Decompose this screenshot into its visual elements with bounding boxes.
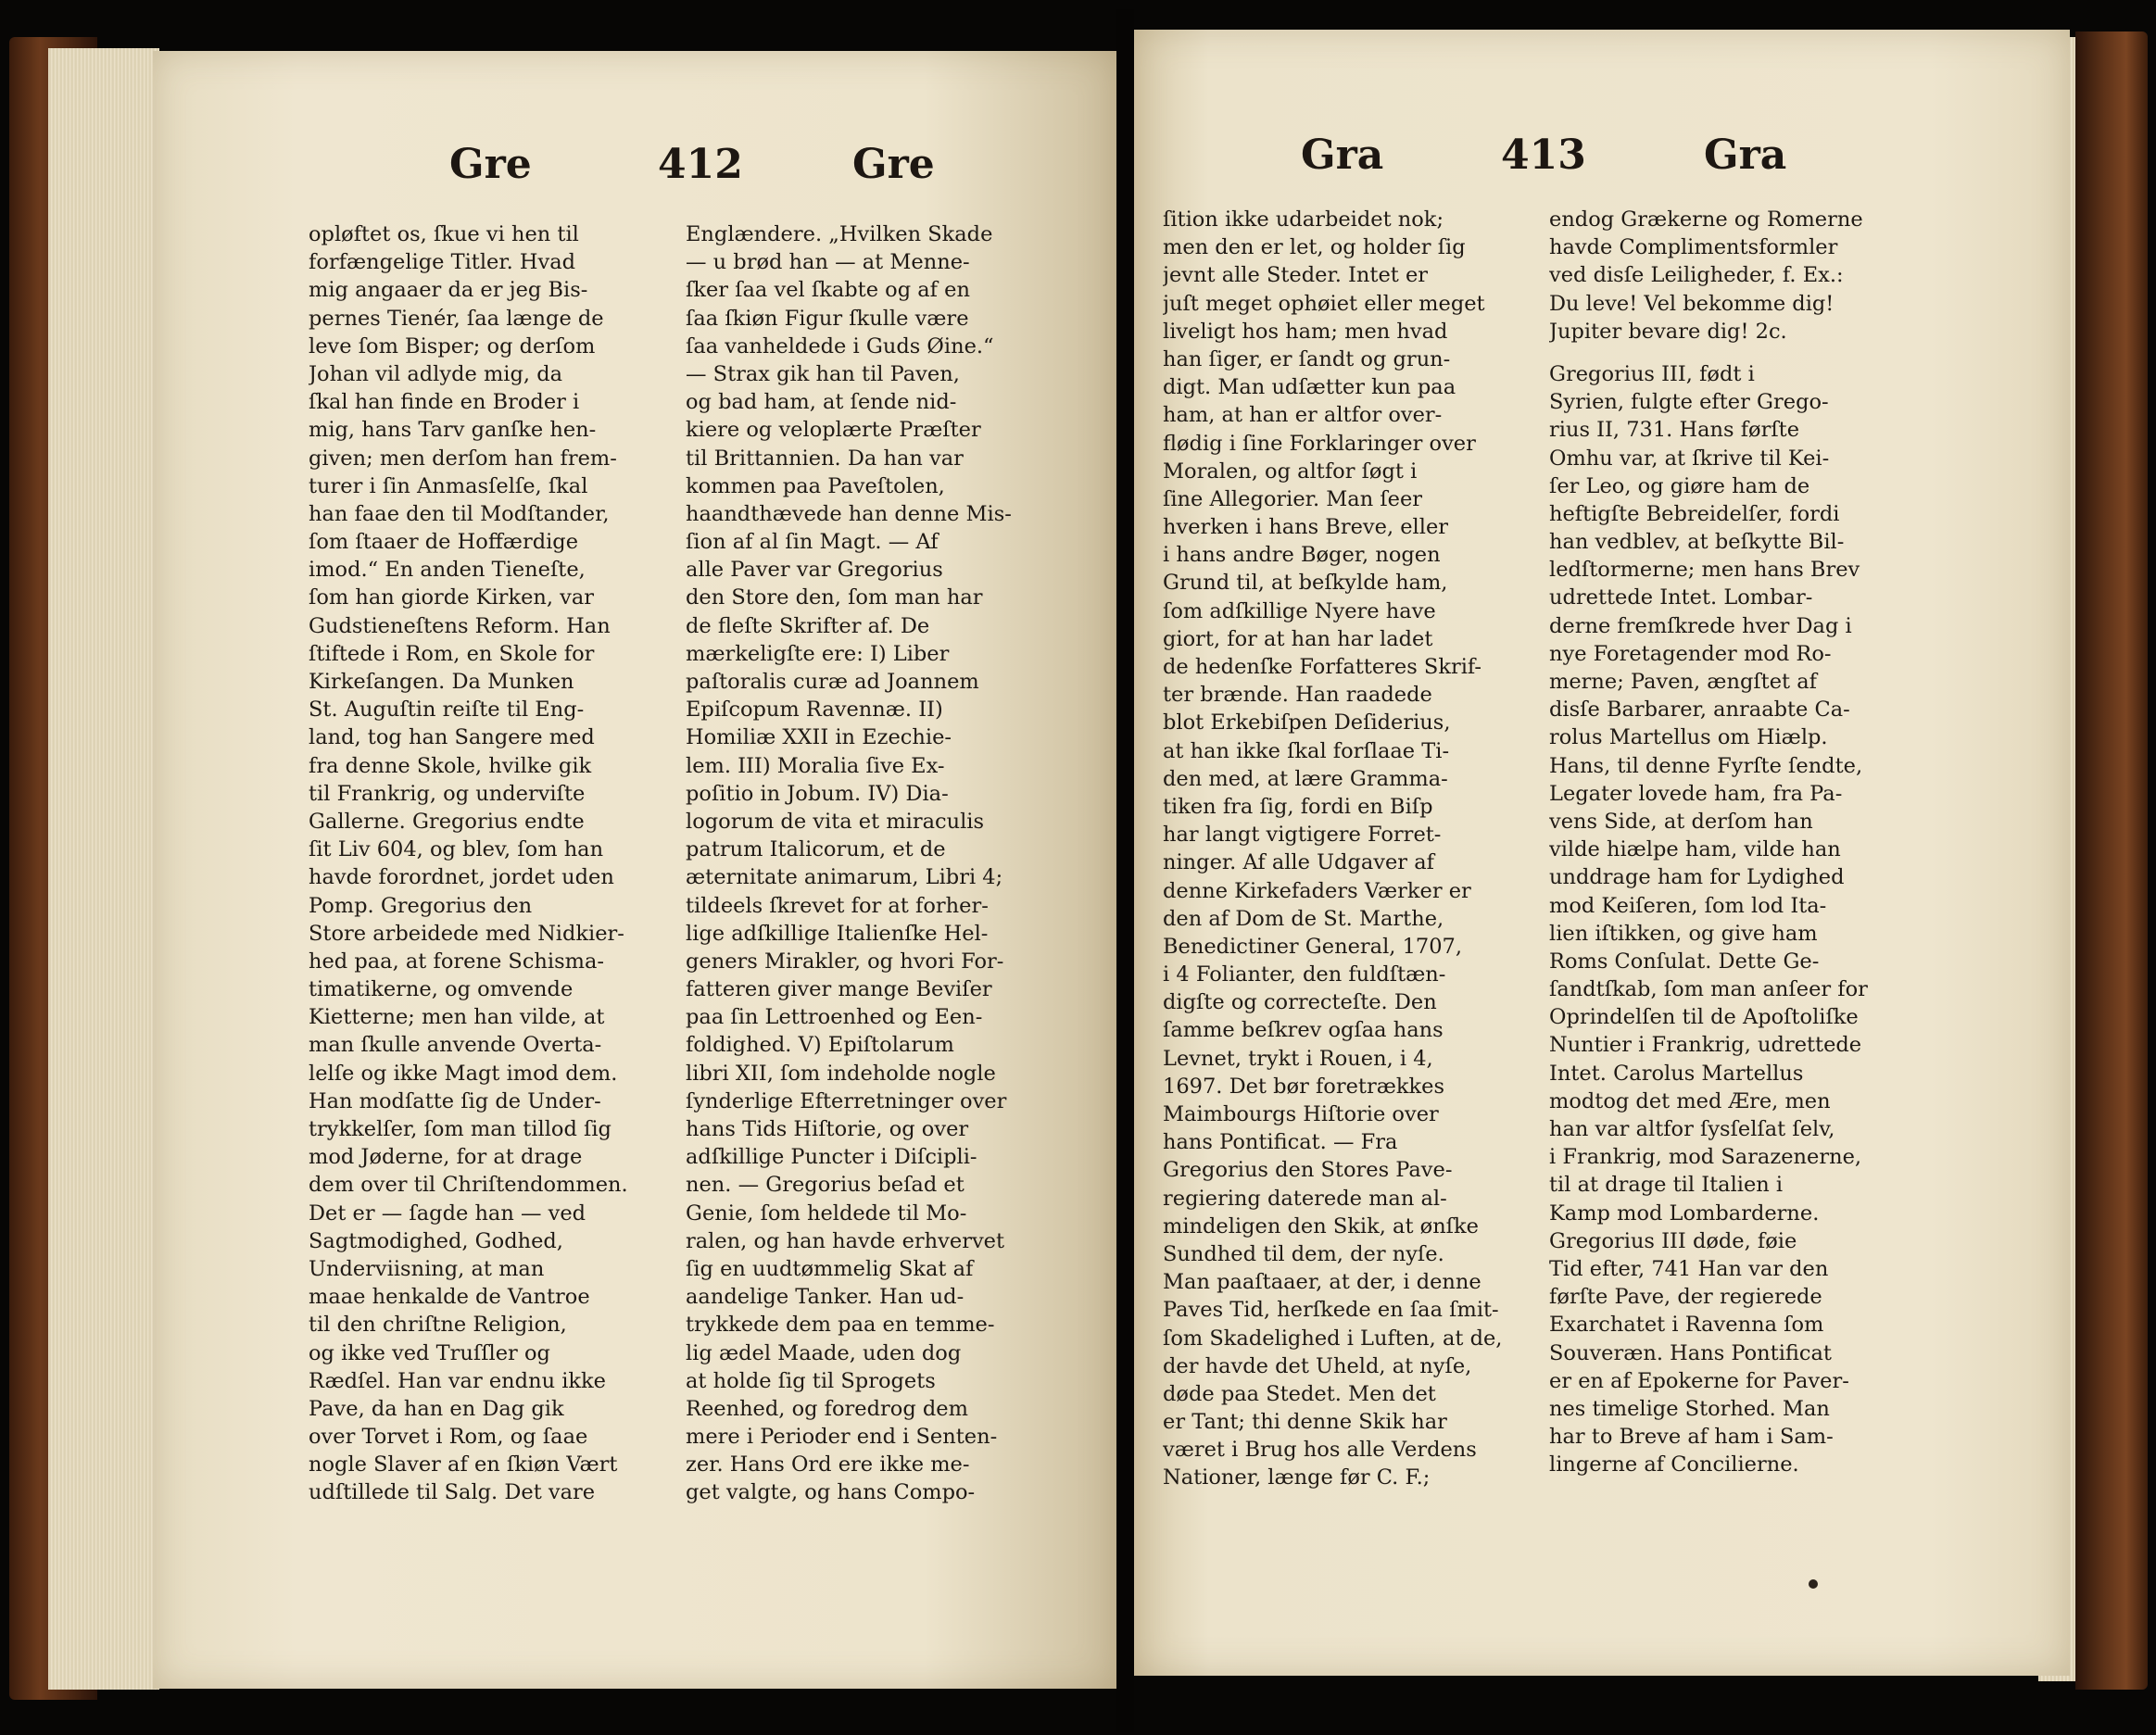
- text-line: været i Brug hos alle Verdens: [1163, 1438, 1477, 1463]
- text-line: Nuntier i Frankrig, udrettede: [1549, 1033, 1862, 1058]
- text-line: ralen, og han havde erhvervet: [686, 1228, 1005, 1253]
- text-line: zer. Hans Ord ere ikke me-: [686, 1452, 970, 1477]
- text-line: paa ſin Lettroenhed og Een-: [686, 1005, 983, 1030]
- text-line: han var altfor ſysſelſat ſelv,: [1549, 1117, 1835, 1141]
- text-line: fatteren giver mange Beviſer: [686, 977, 992, 1002]
- text-line: ſion af al ſin Magt. — Af: [686, 530, 939, 555]
- text-line: mig angaaer da er jeg Bis-: [309, 278, 588, 303]
- text-line: Moralen, og altfor ſøgt i: [1163, 459, 1418, 484]
- text-line: blot Erkebiſpen Deſiderius,: [1163, 710, 1451, 735]
- text-line: paſtoralis curæ ad Joannem: [686, 670, 979, 694]
- text-line: i hans andre Bøger, nogen: [1163, 543, 1441, 568]
- text-line: Syrien, fulgte efter Grego-: [1549, 390, 1829, 415]
- text-line: patrum Italicorum, et de: [686, 837, 946, 862]
- text-line: havde Complimentsformler: [1549, 235, 1838, 260]
- text-line: alle Paver var Gregorius: [686, 558, 943, 583]
- text-line: ſker ſaa vel ſkabte og af en: [686, 278, 970, 303]
- text-line: er en af Epokerne for Paver-: [1549, 1368, 1849, 1393]
- text-line: get valgte, og hans Compo-: [686, 1480, 976, 1505]
- text-line: ſaa vanheldede i Guds Øine.“: [686, 333, 994, 358]
- text-line: Levnet, trykt i Rouen, i 4,: [1163, 1046, 1433, 1071]
- text-line: men den er let, og holder ſig: [1163, 235, 1466, 260]
- text-line: ſkal han finde en Broder i: [309, 390, 580, 415]
- text-line: giort, for at han har ladet: [1163, 626, 1433, 651]
- text-line: tildeels ſkrevet for at forher-: [686, 893, 989, 918]
- text-line: ved disſe Leiligheder, f. Ex.:: [1549, 263, 1844, 288]
- text-line: udrettede Intet. Lombar-: [1549, 585, 1813, 610]
- text-line: og bad ham, at ſende nid-: [686, 390, 957, 415]
- text-line: ham, at han er altfor over-: [1163, 403, 1443, 428]
- text-line: de fleſte Skrifter af. De: [686, 613, 930, 638]
- text-line: kommen paa Paveſtolen,: [686, 473, 945, 498]
- text-line: Genie, ſom heldede til Mo-: [686, 1201, 967, 1226]
- text-line: ſom han giorde Kirken, var: [309, 585, 595, 610]
- text-line: rolus Martellus om Hiælp.: [1549, 725, 1828, 750]
- text-line: ſamme beſkrev ogſaa hans: [1163, 1018, 1444, 1043]
- text-line: dem over til Chriſtendommen.: [309, 1173, 628, 1198]
- text-line: Roms Conſulat. Dette Ge-: [1549, 949, 1820, 974]
- text-line: Souveræn. Hans Pontificat: [1549, 1340, 1832, 1365]
- text-line: de hedenſke Forfatteres Skrif-: [1163, 655, 1482, 679]
- text-line: til den chriſtne Religion,: [309, 1313, 567, 1338]
- text-line: mod Keiſeren, ſom lod Ita-: [1549, 893, 1827, 918]
- text-line: leve ſom Bisper; og derſom: [309, 333, 596, 358]
- text-line: ninger. Af alle Udgaver af: [1163, 850, 1434, 875]
- text-line: han ſiger, er ſandt og grun-: [1163, 346, 1451, 371]
- text-line: denne Kirkefaders Værker er: [1163, 878, 1471, 903]
- text-line: at holde ſig til Sprogets: [686, 1368, 936, 1393]
- text-line: Gregorius III døde, føie: [1549, 1228, 1797, 1253]
- text-line: Nationer, længe før C. F.;: [1163, 1465, 1431, 1490]
- text-line: ſom Skadelighed i Luften, at de,: [1163, 1326, 1503, 1351]
- text-line: Intet. Carolus Martellus: [1549, 1061, 1804, 1086]
- text-line: Legater lovede ham, fra Pa-: [1549, 781, 1843, 806]
- text-line: mere i Perioder end i Senten-: [686, 1425, 998, 1450]
- text-line: har langt vigtigere Forret-: [1163, 823, 1442, 848]
- text-line: modtog det med Ære, men: [1549, 1088, 1831, 1113]
- text-line: trykkelſer, ſom man tillod ſig: [309, 1117, 611, 1141]
- text-line: ſom ſtaaer de Hoffærdige: [309, 530, 579, 555]
- text-line: Epiſcopum Ravennæ. II): [686, 698, 943, 723]
- text-line: adſkillige Puncter i Diſcipli-: [686, 1145, 977, 1170]
- text-line: ſig en uudtømmelig Skat af: [686, 1256, 974, 1281]
- text-line: unddrage ham for Lydighed: [1549, 865, 1845, 890]
- text-line: Homiliæ XXII in Ezechie-: [686, 725, 952, 750]
- text-line: libri XII, ſom indeholde nogle: [686, 1061, 996, 1086]
- text-line: — Strax gik han til Paven,: [686, 361, 960, 386]
- text-line: døde paa Stedet. Men det: [1163, 1381, 1436, 1406]
- text-line: ter brænde. Han raadede: [1163, 683, 1432, 708]
- text-line: har to Breve af ham i Sam-: [1549, 1425, 1834, 1450]
- text-line: Gallerne. Gregorius endte: [309, 809, 585, 834]
- article-end-gregorius-i: [1549, 206, 1910, 346]
- text-line: til Brittannien. Da han var: [686, 446, 964, 471]
- text-line: Gudstieneſtens Reform. Han: [309, 613, 611, 638]
- text-line: Sundhed til dem, der nyſe.: [1163, 1241, 1444, 1266]
- text-line: aandelige Tanker. Han ud-: [686, 1285, 965, 1310]
- text-line: flødig i ſine Forklaringer over: [1163, 431, 1476, 456]
- text-line: Oprindelſen til de Apoſtoliſke: [1549, 1005, 1859, 1030]
- text-line: man ſkulle anvende Overta-: [309, 1033, 602, 1058]
- text-line: nen. — Gregorius beſad et: [686, 1173, 965, 1198]
- page-edges-left: [48, 48, 159, 1690]
- text-line: derne fremſkrede hver Dag i: [1549, 613, 1852, 638]
- left-header-guide-word: Gre: [449, 141, 532, 188]
- text-line: Englændere. „Hvilken Skade: [686, 222, 993, 246]
- text-line: den Store den, ſom man har: [686, 585, 983, 610]
- text-line: Jupiter bevare dig! 2c.: [1549, 319, 1787, 344]
- book-gutter: [1116, 9, 1134, 1732]
- text-line: lig ædel Maade, uden dog: [686, 1340, 962, 1365]
- text-line: han vedblev, at beſkytte Bil-: [1549, 530, 1845, 555]
- text-line: i Frankrig, mod Sarazenerne,: [1549, 1145, 1862, 1170]
- text-line: ſition ikke udarbeidet nok;: [1163, 207, 1444, 232]
- text-line: maae henkalde de Vantroe: [309, 1285, 590, 1310]
- text-line: tiken fra ſig, fordi en Biſp: [1163, 794, 1433, 819]
- text-line: rius II, 731. Hans førſte: [1549, 418, 1800, 443]
- text-line: hed paa, at forene Schisma-: [309, 949, 605, 974]
- article-gregorius-iii: [1549, 360, 1910, 1479]
- text-line: Exarchatet i Ravenna ſom: [1549, 1313, 1824, 1338]
- text-line: at han ikke ſkal forſlaae Ti-: [1163, 738, 1450, 763]
- text-line: vens Side, at derſom han: [1549, 809, 1813, 834]
- text-line: havde forordnet, jordet uden: [309, 865, 614, 890]
- text-line: vilde hiælpe ham, vilde han: [1549, 837, 1841, 862]
- text-line: Gregorius III, født i: [1549, 361, 1755, 386]
- text-line: Store arbeidede med Nidkier-: [309, 921, 624, 946]
- article-gap: [1549, 346, 1910, 360]
- text-line: i 4 Folianter, den fuldſtæn-: [1163, 962, 1446, 987]
- left-page-header: [153, 141, 1116, 196]
- text-line: Reenhed, og foredrog dem: [686, 1396, 968, 1421]
- text-line: ſaa ſkiøn Figur ſkulle være: [686, 306, 969, 331]
- text-line: udſtillede til Salg. Det vare: [309, 1480, 596, 1505]
- text-line: og ikke ved Truſſler og: [309, 1340, 550, 1365]
- text-line: heftigſte Bebreidelſer, fordi: [1549, 501, 1840, 526]
- text-line: mærkeligſte ere: I) Liber: [686, 641, 950, 666]
- text-column-2: [686, 220, 1052, 1507]
- text-line: turer i ſin Anmasſelſe, ſkal: [309, 473, 588, 498]
- ink-spot: [1809, 1579, 1818, 1589]
- text-line: Grund til, at beſkylde ham,: [1163, 571, 1448, 596]
- text-line: Maimbourgs Hiſtorie over: [1163, 1102, 1439, 1126]
- text-line: Pomp. Gregorius den: [309, 893, 533, 918]
- text-line: mod Jøderne, for at drage: [309, 1145, 583, 1170]
- right-page-header: [1134, 132, 2070, 187]
- text-line: er Tant; thi denne Skik har: [1163, 1410, 1447, 1435]
- text-line: Sagtmodighed, Godhed,: [309, 1228, 563, 1253]
- text-line: trykkede dem paa en temme-: [686, 1313, 995, 1338]
- text-line: imod.“ En anden Tieneſte,: [309, 558, 586, 583]
- text-line: digt. Man udſætter kun paa: [1163, 375, 1456, 400]
- text-line: haandthævede han denne Mis-: [686, 501, 1012, 526]
- text-line: foldighed. V) Epiſtolarum: [686, 1033, 954, 1058]
- text-column-3: [1163, 206, 1524, 1492]
- text-line: merne; Paven, ængſtet af: [1549, 670, 1817, 694]
- text-line: fra denne Skole, hvilke gik: [309, 753, 592, 778]
- text-line: Paves Tid, herſkede en ſaa ſmit-: [1163, 1298, 1499, 1323]
- text-line: nes timelige Storhed. Man: [1549, 1396, 1830, 1421]
- text-line: St. Auguſtin reiſte til Eng-: [309, 698, 585, 723]
- text-line: mig, hans Tarv ganſke hen-: [309, 418, 597, 443]
- text-line: ſtiftede i Rom, en Skole for: [309, 641, 595, 666]
- text-line: lien iſtikken, og give ham: [1549, 921, 1818, 946]
- text-column-4: [1549, 206, 1910, 1478]
- text-line: land, tog han Sangere med: [309, 725, 595, 750]
- text-line: til at drage til Italien i: [1549, 1173, 1784, 1198]
- text-line: førſte Pave, der regierede: [1549, 1285, 1822, 1310]
- text-line: given; men derſom han frem-: [309, 446, 617, 471]
- text-line: ſer Leo, og giøre ham de: [1549, 473, 1810, 498]
- text-line: æternitate animarum, Libri 4;: [686, 865, 1003, 890]
- text-line: disſe Barbarer, anraabte Ca-: [1549, 698, 1850, 723]
- text-line: Tid efter, 741 Han var den: [1549, 1256, 1829, 1281]
- text-line: Hans, til denne Fyrſte ſendte,: [1549, 753, 1863, 778]
- text-line: over Torvet i Rom, og ſaae: [309, 1425, 588, 1450]
- text-line: Det er — ſagde han — ved: [309, 1201, 586, 1226]
- text-line: til Frankrig, og underviſte: [309, 781, 586, 806]
- text-line: ſynderlige Efterretninger over: [686, 1088, 1007, 1113]
- text-line: Kamp mod Lombarderne.: [1549, 1201, 1820, 1226]
- text-line: ſine Allegorier. Man ſeer: [1163, 486, 1423, 511]
- right-header-guide-word-right: Gra: [1704, 132, 1787, 179]
- text-line: lem. III) Moralia ſive Ex-: [686, 753, 945, 778]
- text-line: mindeligen den Skik, at ønſke: [1163, 1213, 1479, 1238]
- text-line: logorum de vita et miraculis: [686, 809, 985, 834]
- book-cover-right: [2075, 31, 2148, 1690]
- text-line: Man paaſtaaer, at der, i denne: [1163, 1270, 1481, 1295]
- text-line: lingerne af Concilierne.: [1549, 1452, 1799, 1477]
- text-line: ſom adſkillige Nyere have: [1163, 598, 1436, 623]
- text-line: forfængelige Titler. Hvad: [309, 250, 576, 275]
- text-line: Pave, da han en Dag gik: [309, 1396, 564, 1421]
- text-line: hverken i hans Breve, eller: [1163, 515, 1449, 540]
- text-line: hans Tids Hiſtorie, og over: [686, 1117, 969, 1141]
- text-line: lige adſkillige Italienſke Hel-: [686, 921, 989, 946]
- text-line: juſt meget ophøiet eller meget: [1163, 291, 1485, 316]
- left-page-number: 412: [658, 141, 743, 188]
- text-line: der havde det Uheld, at nyſe,: [1163, 1353, 1472, 1378]
- text-line: nye Foretagender mod Ro-: [1549, 641, 1832, 666]
- text-line: jevnt alle Steder. Intet er: [1163, 263, 1429, 288]
- text-line: Gregorius den Stores Pave-: [1163, 1158, 1453, 1183]
- right-header-guide-word: Gra: [1301, 132, 1384, 179]
- text-line: digſte og correcteſte. Den: [1163, 990, 1437, 1015]
- text-line: Omhu var, at ſkrive til Kei-: [1549, 446, 1830, 471]
- text-line: Rædſel. Han var endnu ikke: [309, 1368, 606, 1393]
- text-line: timatikerne, og omvende: [309, 977, 574, 1002]
- text-line: han faae den til Modſtander,: [309, 501, 610, 526]
- text-line: pernes Tienér, ſaa længe de: [309, 306, 604, 331]
- text-line: ſandtſkab, ſom man anſeer for: [1549, 977, 1868, 1002]
- text-line: Kirkeſangen. Da Munken: [309, 670, 574, 694]
- text-line: regiering daterede man al-: [1163, 1186, 1447, 1211]
- text-line: geners Mirakler, og hvori For-: [686, 949, 1004, 974]
- text-line: Johan vil adlyde mig, da: [309, 361, 563, 386]
- text-line: nogle Slaver af en ſkiøn Vært: [309, 1452, 618, 1477]
- text-line: hans Pontificat. — Fra: [1163, 1130, 1398, 1155]
- text-line: opløftet os, ſkue vi hen til: [309, 222, 579, 246]
- text-line: Kietterne; men han vilde, at: [309, 1005, 605, 1030]
- text-line: Benedictiner General, 1707,: [1163, 934, 1462, 959]
- text-line: 1697. Det bør foretrækkes: [1163, 1074, 1444, 1099]
- text-line: Han modſatte ſig de Under-: [309, 1088, 601, 1113]
- text-line: ſit Liv 604, og blev, ſom han: [309, 837, 604, 862]
- text-line: poſitio in Jobum. IV) Dia-: [686, 781, 949, 806]
- text-line: — u brød han — at Menne-: [686, 250, 970, 275]
- text-column-1: [309, 220, 665, 1507]
- text-line: den af Dom de St. Marthe,: [1163, 906, 1444, 931]
- text-line: lelſe og ikke Magt imod dem.: [309, 1061, 618, 1086]
- text-line: endog Grækerne og Romerne: [1549, 207, 1863, 232]
- right-page-number: 413: [1501, 132, 1586, 179]
- text-line: Du leve! Vel bekomme dig!: [1549, 291, 1834, 316]
- text-line: Underviisning, at man: [309, 1256, 545, 1281]
- text-line: den med, at lære Gramma-: [1163, 766, 1448, 791]
- text-line: ledſtormerne; men hans Brev: [1549, 558, 1860, 583]
- left-header-guide-word-right: Gre: [852, 141, 935, 188]
- text-line: kiere og veloplærte Præſter: [686, 418, 981, 443]
- text-line: liveligt hos ham; men hvad: [1163, 319, 1448, 344]
